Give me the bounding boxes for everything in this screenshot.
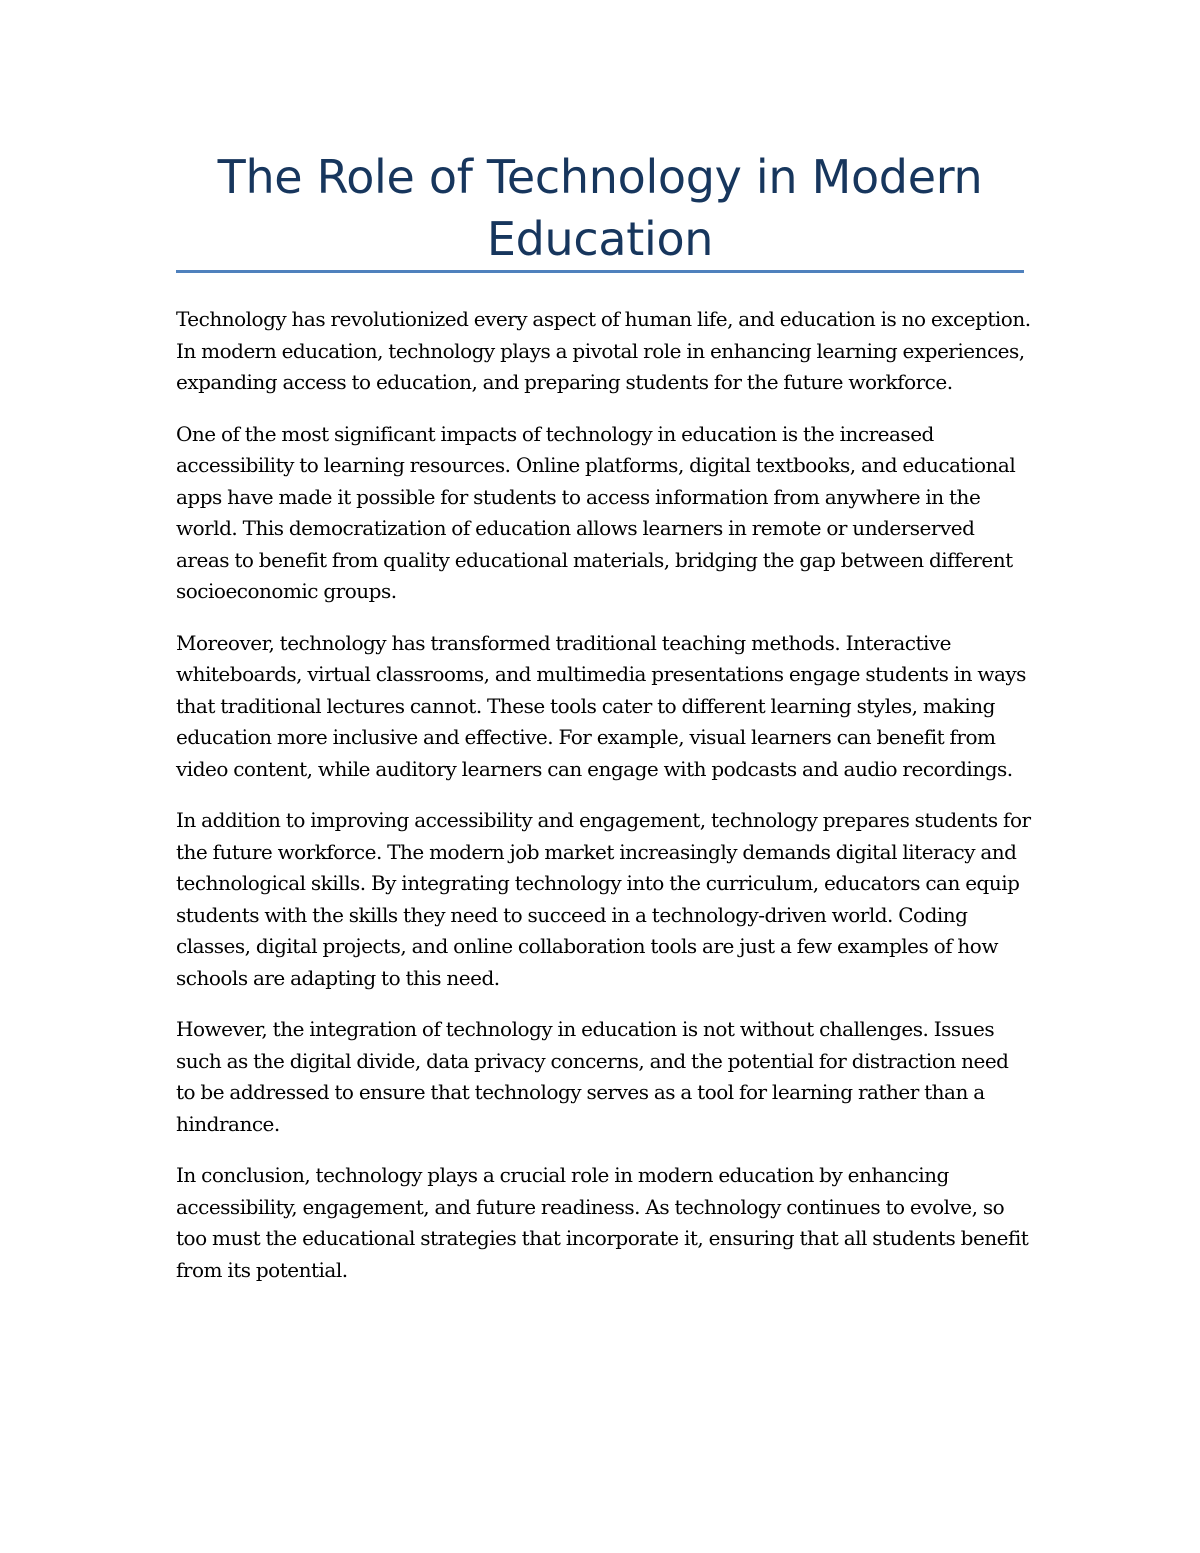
paragraph-conclusion: In conclusion, technology plays a crucial role in modern education by enhancing accessibility, engagement, and future readiness. As technology continues to evolve, so too must the educational strategies that incorporate it, ensuring that all students benefit from its potential. xyxy=(176,1163,1029,1282)
paragraph-workforce: In addition to improving accessibility and engagement, technology prepares students for the future workforce. The modern job market increasingly demands digital literacy and technological skills. By integrating technology into the curriculum, educators can equip students with the skills they need to succeed in a technology-driven world. Coding classes, digital projects, and online collaboration tools are just a few examples of how schools are adapting to this need. xyxy=(176,808,1031,990)
paragraph-challenges: However, the integration of technology in education is not without challenges. Issues such as the digital divide, data privacy concerns, and the potential for distraction need to be addressed to ensure that technology serves as a tool for learning rather than a hindrance. xyxy=(176,1017,1009,1136)
title-underline-rule xyxy=(176,270,1024,273)
paragraph-intro: Technology has revolutionized every aspect of human life, and education is no exception. In modern education, technology plays a pivotal role in enhancing learning experiences, expanding access to education, and preparing students for the future workforce. xyxy=(176,307,1031,394)
paragraph-accessibility: One of the most significant impacts of technology in education is the increased accessibility to learning resources. Online platforms, digital textbooks, and educational apps have made it possible for students to access information from anywhere in the world. This democratization of education allows learners in remote or underserved areas to benefit from quality educational materials, bridging the gap between different socioeconomic groups. xyxy=(176,421,1016,603)
document-title: The Role of Technology in Modern Education xyxy=(217,150,983,266)
paragraph-teaching-methods: Moreover, technology has transformed traditional teaching methods. Interactive whiteboards, virtual classrooms, and multimedia presentations engage students in ways that traditional lectures cannot. These tools cater to different learning styles, making education more inclusive and effective. For example, visual learners can benefit from video content, while auditory learners can engage with podcasts and audio recordings. xyxy=(176,630,1026,781)
document-body xyxy=(176,304,1032,1306)
